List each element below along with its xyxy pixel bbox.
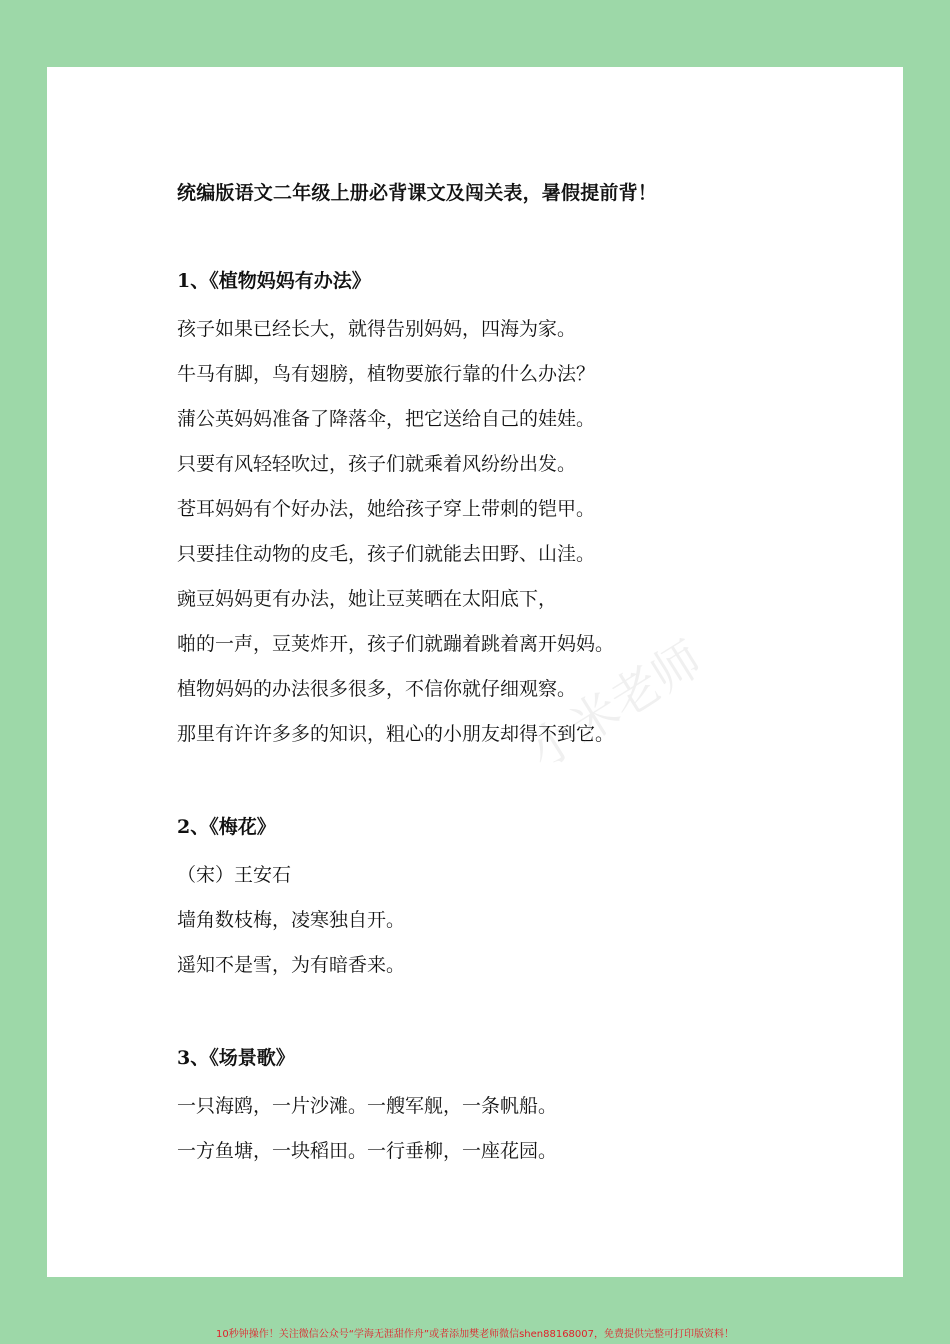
text-line: 啪的一声，豆荚炸开，孩子们就蹦着跳着离开妈妈。 bbox=[177, 633, 615, 655]
document-page bbox=[47, 67, 903, 1277]
watermark: 小米老师 bbox=[519, 630, 712, 780]
text-line: 一只海鸥，一片沙滩。一艘军舰，一条帆船。 bbox=[177, 1095, 558, 1117]
poem-author: （宋）王安石 bbox=[177, 864, 292, 886]
section-title: 1、《植物妈妈有办法》 bbox=[177, 270, 371, 292]
section-1 bbox=[177, 263, 857, 757]
text-line: 蒲公英妈妈准备了降落伞，把它送给自己的娃娃。 bbox=[177, 408, 596, 430]
text-line: 那里有许许多多的知识，粗心的小朋友却得不到它。 bbox=[177, 723, 615, 745]
text-line: 孩子如果已经长大，就得告别妈妈，四海为家。 bbox=[177, 318, 577, 340]
text-line: 只要有风轻轻吹过，孩子们就乘着风纷纷出发。 bbox=[177, 453, 577, 475]
section-3 bbox=[177, 1040, 857, 1174]
text-line: 一方鱼塘，一块稻田。一行垂柳，一座花园。 bbox=[177, 1140, 558, 1162]
text-line: 牛马有脚，鸟有翅膀，植物要旅行靠的什么办法？ bbox=[177, 363, 596, 385]
page-title: 统编版语文二年级上册必背课文及闯关表，暑假提前背！ bbox=[177, 182, 658, 204]
text-line: 苍耳妈妈有个好办法，她给孩子穿上带刺的铠甲。 bbox=[177, 498, 596, 520]
section-2 bbox=[177, 809, 857, 988]
section-title: 2、《梅花》 bbox=[177, 816, 276, 838]
section-title: 3、《场景歌》 bbox=[177, 1047, 295, 1069]
text-line: 豌豆妈妈更有办法，她让豆荚晒在太阳底下， bbox=[177, 588, 558, 610]
text-line: 墙角数枝梅，凌寒独自开。 bbox=[177, 909, 406, 931]
footer-promo-text: 10秒钟操作！关注微信公众号“学海无涯甜作舟”或者添加樊老师微信shen88168007，免费提供完整可打印版资料！ bbox=[215, 1329, 735, 1340]
text-line: 遥知不是雪，为有暗香来。 bbox=[177, 954, 406, 976]
text-line: 植物妈妈的办法很多很多，不信你就仔细观察。 bbox=[177, 678, 577, 700]
text-line: 只要挂住动物的皮毛，孩子们就能去田野、山洼。 bbox=[177, 543, 596, 565]
document-content bbox=[177, 175, 857, 1174]
